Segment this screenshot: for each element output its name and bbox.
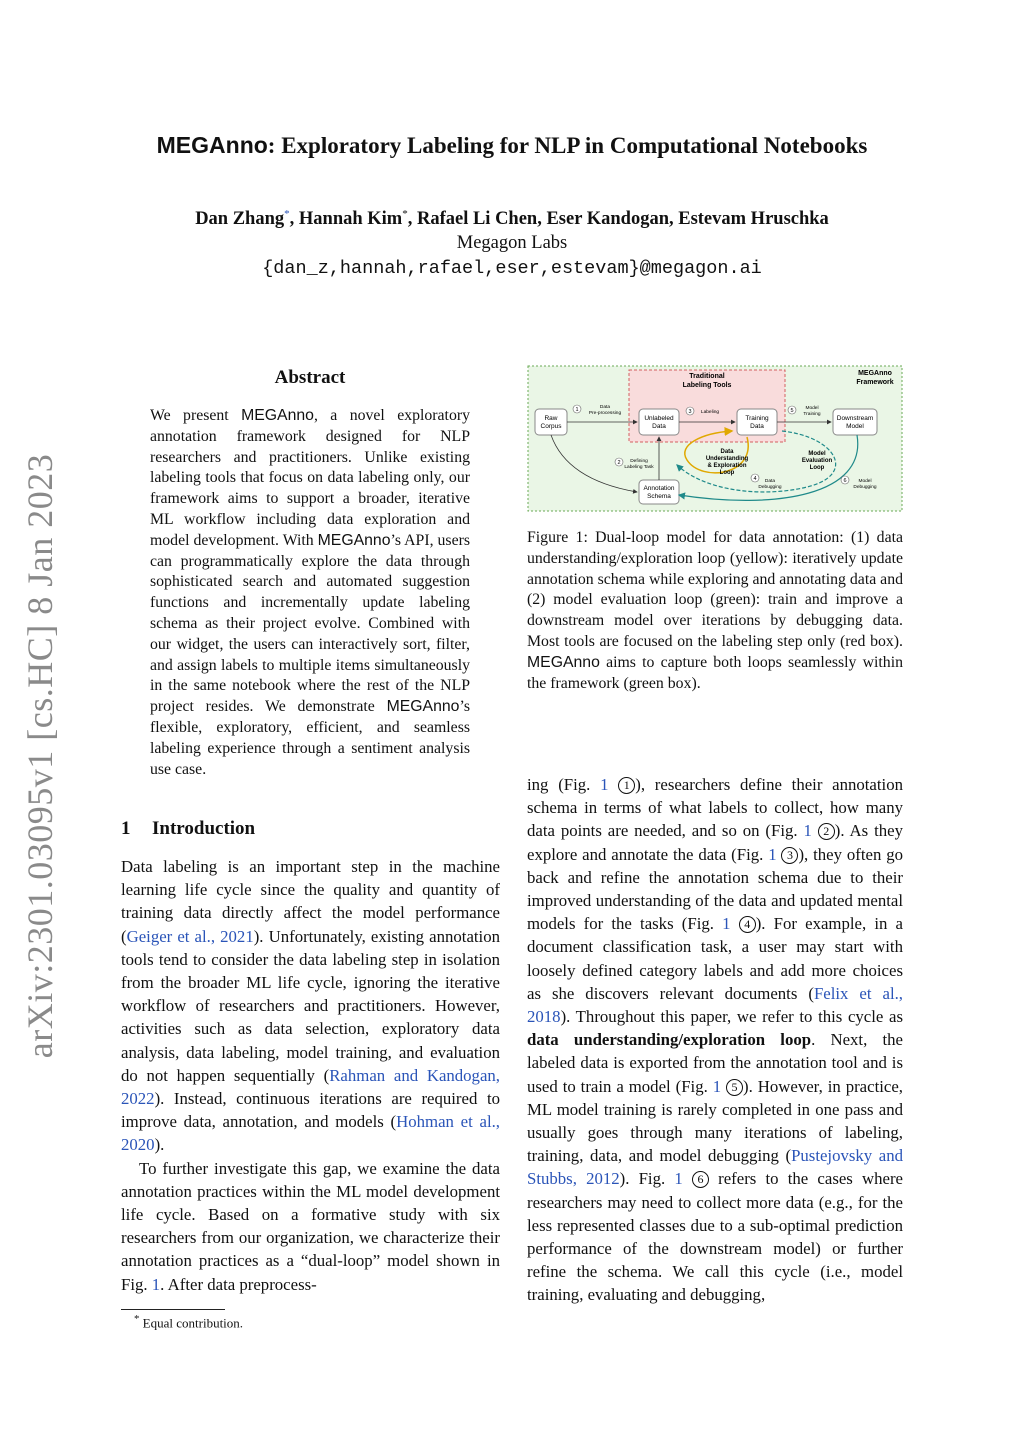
figure-ref-link[interactable]: 1	[674, 1169, 683, 1189]
svg-text:Data: Data	[764, 479, 776, 484]
section-heading-introduction: 1 Introduction	[121, 818, 256, 839]
svg-text:1: 1	[575, 407, 579, 413]
citation-hohman[interactable]: Hohman et al., 2020	[121, 1112, 500, 1155]
svg-text:Model: Model	[858, 479, 872, 484]
affiliation: Megagon Labs	[456, 233, 568, 253]
svg-text:Pre-processing: Pre-processing	[588, 411, 622, 416]
annotation-schema-node	[639, 480, 679, 504]
figure-ref-link[interactable]: 1	[600, 775, 609, 794]
svg-text:Training: Training	[745, 415, 769, 422]
intro-paragraph-2: To further investigate this gap, we examine the data annotation practices within the ML model development life cycle. Based on a formative study with six researchers from our organization, we characterize their annotation practices as a “dual-loop” model shown in Fig. 1. After data preprocess-	[121, 1158, 500, 1294]
author-emails: {dan_z,hannah,rafael,eser,estevam}@megagon.ai	[262, 258, 762, 279]
svg-text:Data: Data	[599, 405, 611, 410]
figure-ref-link[interactable]: 1	[722, 914, 731, 934]
training-data-node	[737, 409, 777, 435]
citation-rahman[interactable]: Rahman and Kandogan, 2022	[121, 1065, 500, 1109]
figure-1-diagram	[527, 365, 903, 512]
svg-text:Debugging: Debugging	[758, 485, 782, 490]
svg-text:Downstream: Downstream	[836, 415, 874, 422]
citation-felix[interactable]: Felix et al., 2018	[527, 983, 903, 1027]
unlabeled-data-node	[639, 409, 679, 435]
svg-text:Corpus: Corpus	[540, 423, 562, 430]
downstream-model-node	[833, 409, 877, 435]
svg-text:Data: Data	[750, 423, 764, 430]
paper-title: MEGAnno: Exploratory Labeling for NLP in Computational Notebooks	[156, 132, 868, 158]
step-number-4: 4	[739, 916, 756, 933]
abstract-heading: Abstract	[274, 367, 346, 388]
svg-text:Model: Model	[846, 423, 864, 430]
figure-1-caption: Figure 1: Dual-loop model for data annotation: (1) data understanding/exploration loop (yellow): iteratively update annotation schema while exploring and annotating data and (2) model evaluation loop (green): train and improve a downstream model over iterations by debugging data. Most tools are focused on the labeling step only (red box). MEGAnno aims to capture both loops seamlessly within the framework (green box).	[527, 529, 903, 692]
svg-text:Unlabeled: Unlabeled	[644, 415, 674, 422]
svg-text:Loop: Loop	[809, 465, 825, 471]
footnote: * Equal contribution.	[134, 1313, 244, 1331]
step-number-1: 1	[618, 777, 635, 794]
svg-text:Labeling Tools: Labeling Tools	[682, 382, 732, 389]
svg-text:Framework: Framework	[856, 379, 894, 386]
intro-continued: ing (Fig. 1 1 ), researchers define their annotation schema in terms of what labels to collect, how many data points are needed, and so on (Fig. 1 2 ). As they explore and annotate the data (Fig. 1 3 ), they often go back and refine the annotation schema due to their improved understanding of the data and updated mental models for the tasks (Fig. 1 4 ). For example, in a document classification task, a user may start with loosely defined category labels and add more choices as she discovers relevant documents (Felix et al., 2018). Throughout this paper, we refer to this cycle as data understanding/exploration loop. Next, the labeled data is exported from the annotation tool and is used to train a model (Fig. 1 5 ). However, in practice, ML model training is rarely completed in one pass and usually goes through many iterations of labeling, training, data, and model debugging (Pustejovsky and Stubbs, 2012). Fig. 1 6 refers to the cases where researchers may need to collect more data (e.g., for the less represented classes due to a sub-optimal prediction performance of the downstream model) or further refine the schema. We call this cycle (i.e., model training, evaluating and debugging,	[527, 775, 903, 1305]
figure-ref-link[interactable]: 1	[712, 1076, 722, 1096]
svg-text:Labeling: Labeling	[700, 410, 720, 415]
step-number-6: 6	[692, 1171, 709, 1188]
svg-text:3: 3	[688, 409, 692, 415]
svg-text:Model: Model	[805, 406, 819, 411]
raw-corpus-node	[535, 409, 567, 435]
svg-text:Loop: Loop	[719, 470, 735, 476]
step-number-2: 2	[818, 823, 835, 840]
abstract-text: We present MEGAnno, a novel exploratory annotation framework designed for NLP researchers and practitioners. Unlike existing labeling tools that focus on data labeling only, our framework aims to support a broader, iterative ML workflow including data exploration and model development. With MEGAnno’s API, users can programmatically explore the data through sophisticated search and automated suggestion functions and incrementally update labeling schema as their project evolve. Combined with our widget, the users can interactively sort, filter, and assign labels to multiple items simultaneously in the same notebook where the rest of the NLP project resides. We demonstrate MEGAnno’s flexible, exploratory, efficient, and seamless labeling experience through a sentiment analysis use case.	[150, 407, 471, 778]
svg-text:Understanding: Understanding	[705, 456, 749, 462]
svg-text:Training: Training	[803, 412, 821, 417]
intro-body	[121, 855, 500, 1296]
svg-text:Defining: Defining	[630, 459, 648, 464]
figure-ref-link[interactable]: 1	[768, 844, 777, 864]
citation-pustejovsky[interactable]: Pustejovsky and Stubbs, 2012	[527, 1146, 903, 1189]
arxiv-identifier: arXiv:2301.03095v1 [cs.HC] 8 Jan 2023	[20, 453, 60, 1059]
svg-text:Model: Model	[808, 451, 826, 457]
citation-geiger[interactable]: Geiger et al., 2021	[126, 926, 254, 946]
svg-text:Raw: Raw	[544, 415, 558, 422]
step-number-5: 5	[726, 1079, 743, 1096]
step-number-3: 3	[781, 847, 798, 864]
svg-text:4: 4	[753, 476, 757, 482]
svg-text:6: 6	[843, 478, 847, 484]
svg-text:Debugging: Debugging	[853, 485, 877, 490]
svg-text:Schema: Schema	[647, 493, 671, 500]
svg-text:2: 2	[617, 460, 621, 466]
title-brand: MEGAnno	[156, 132, 268, 158]
svg-text:& Exploration: & Exploration	[707, 463, 747, 469]
framework-label: MEGAnno	[858, 370, 892, 377]
svg-text:Labeling Task: Labeling Task	[624, 465, 654, 470]
svg-text:5: 5	[790, 408, 794, 414]
svg-text:Annotation: Annotation	[643, 485, 675, 492]
figure-ref-link[interactable]: 1	[803, 821, 812, 841]
traditional-label: Traditional	[689, 373, 725, 380]
svg-text:Evaluation: Evaluation	[801, 458, 833, 464]
svg-text:Data: Data	[720, 449, 734, 455]
svg-text:Data: Data	[652, 423, 666, 430]
figure-ref-link[interactable]: 1	[151, 1274, 161, 1294]
author-list: Dan Zhang*, Hannah Kim*, Rafael Li Chen, Eser Kandogan, Estevam Hruschka	[195, 208, 829, 230]
intro-paragraph-1: Data labeling is an important step in the machine learning life cycle since the quality and quantity of training data directly affect the model performance (Geiger et al., 2021). Unfortunately, existing annotation tools tend to consider the data labeling step in isolation from the broader ML life cycle, ignoring the iterative workflow of researchers and practitioners. However, activities such as data selection, exploratory data analysis, data labeling, model training, and evaluation do not happen sequentially (Rahman and Kandogan, 2022). Instead, continuous iterations are required to improve data, annotation, and models (Hohman et al., 2020).	[121, 857, 500, 1155]
footnote-rule	[121, 1309, 225, 1310]
